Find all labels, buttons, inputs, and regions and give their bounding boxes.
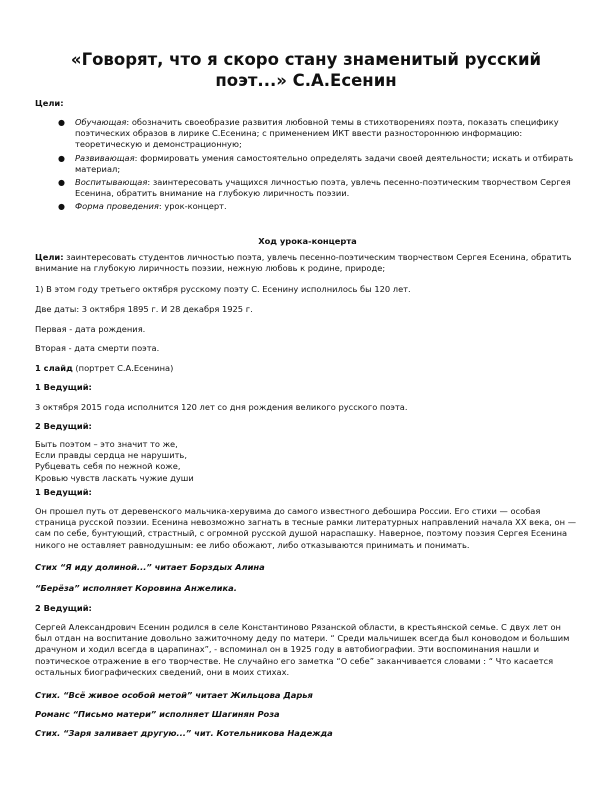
slide-text: (портрет С.А.Есенина) xyxy=(72,363,174,373)
poem-line: Если правды сердца не нарушить, xyxy=(35,450,187,461)
aims-text: заинтересовать студентов личностью поэта, увлечь песенно-поэтическим творчеством Сергея Есенина, обратить внимание на глубокую лиричность поэзии, нежную любовь к родине, природе; xyxy=(35,252,572,274)
slide-label: 1 слайд xyxy=(35,363,73,373)
poem-line: Кровью чувств ласкать чужие души xyxy=(35,472,194,483)
goals-label: Цели: xyxy=(35,98,64,108)
goal-text: : обозначить своеобразие развития любовной темы в стихотворениях поэта, показать специфику поэтических образов в лирике С.Есенина; с применением ИКТ ввести разностороннюю информацию: теоретическую и демонстрационную; xyxy=(75,117,559,150)
aims-paragraph xyxy=(35,252,580,274)
poem-line: Быть поэтом – это значит то же, xyxy=(35,439,178,449)
performance-2: “Берёза” исполняет Коровина Анжелика. xyxy=(35,583,237,593)
section-title: Ход урока-концерта xyxy=(258,236,357,246)
paragraph-1: 1) В этом году третьего октября русскому поэту С. Есенину исполнилось бы 120 лет. xyxy=(35,284,411,294)
slide-1-line xyxy=(35,363,580,374)
goal-term: Форма проведения xyxy=(75,201,159,212)
paragraph-4: Вторая - дата смерти поэта. xyxy=(35,343,160,353)
goal-text: : формировать умения самостоятельно определять задачи своей деятельности; искать и отбирать материал; xyxy=(75,152,574,174)
paragraph-3: Первая - дата рождения. xyxy=(35,324,146,334)
host-1-text: 3 октября 2015 года исполнится 120 лет со дня рождения великого русского поэта. xyxy=(35,402,408,412)
goal-term: Обучающая xyxy=(75,117,127,127)
host-2-label: 2 Ведущий: xyxy=(35,421,92,431)
poem-line: Рубцевать себя по нежной коже, xyxy=(35,461,181,472)
bullet-icon: ● xyxy=(58,178,65,188)
host-1-b-label: 1 Ведущий: xyxy=(35,487,92,497)
bullet-icon: ● xyxy=(58,202,65,212)
performance-5: Стих. “Заря заливает другую...” чит. Котельникова Надежда xyxy=(35,728,333,738)
goals-list xyxy=(35,117,575,215)
host-2-b-label: 2 Ведущий: xyxy=(35,603,92,613)
performance-1: Стих “Я иду долиной...” читает Борздых Алина xyxy=(35,562,265,572)
aims-label: Цели: xyxy=(35,252,64,262)
bullet-icon: ● xyxy=(58,118,65,127)
paragraph-2: Две даты: 3 октября 1895 г. И 28 декабря 1925 г. xyxy=(35,304,253,314)
page-title: «Говорят, что я скоро стану знаменитый русский поэт...» С.А.Есенин xyxy=(70,50,542,90)
goal-item xyxy=(35,177,575,199)
poem-quote xyxy=(35,439,580,484)
goal-term: Воспитывающая xyxy=(75,177,148,188)
bullet-icon: ● xyxy=(58,153,65,163)
goal-item xyxy=(35,117,575,151)
host-2-b-text: Сергей Александрович Есенин родился в селе Константиново Рязанской области, в крестьянской семье. С двух лет он был отдан на воспитание довольно зажиточному деду по матери. “ Среди мальчишек всегда был коноводом и большим драчуном и ходил всегда в царапинах”, - вспоминал он в 1925 году в автобиографии. Эти воспоминания нашли и поэтическое отражение в его творчестве. Не случайно его заметка “О себе” заканчивается словами : “ Что касается остальных биографических сведений, они в моих стихах. xyxy=(35,622,570,677)
goal-item xyxy=(35,153,575,175)
goal-text: : урок-концерт. xyxy=(158,201,227,212)
goal-term: Развивающая xyxy=(75,152,135,163)
goal-text: : заинтересовать учащихся личностью поэта, увлечь песенно-поэтическим творчеством Сергея Есенина, обратить внимание на глубокую лиричность поэзии. xyxy=(75,177,571,199)
host-1-label: 1 Ведущий: xyxy=(35,382,92,392)
host-1-b-text: Он прошел путь от деревенского мальчика-херувима до самого известного дебошира России. Его стихи — особая страница русской поэзии. Есенина невозможно загнать в тесные рамки литературных направлений начала XX века, он — сам по себе, бунтующий, страстный, с огромной русской душой нараспашку. Наверное, поэтому поэзия Сергея Есенина никого не оставляет равнодушным: ее либо обожают, либо отказываются принимать и понимать. xyxy=(35,506,576,550)
performance-4: Романс “Письмо матери” исполняет Шагинян Роза xyxy=(35,709,280,719)
performance-3: Стих. “Всё живое особой метой” читает Жильцова Дарья xyxy=(35,690,313,700)
goal-item xyxy=(35,201,575,212)
